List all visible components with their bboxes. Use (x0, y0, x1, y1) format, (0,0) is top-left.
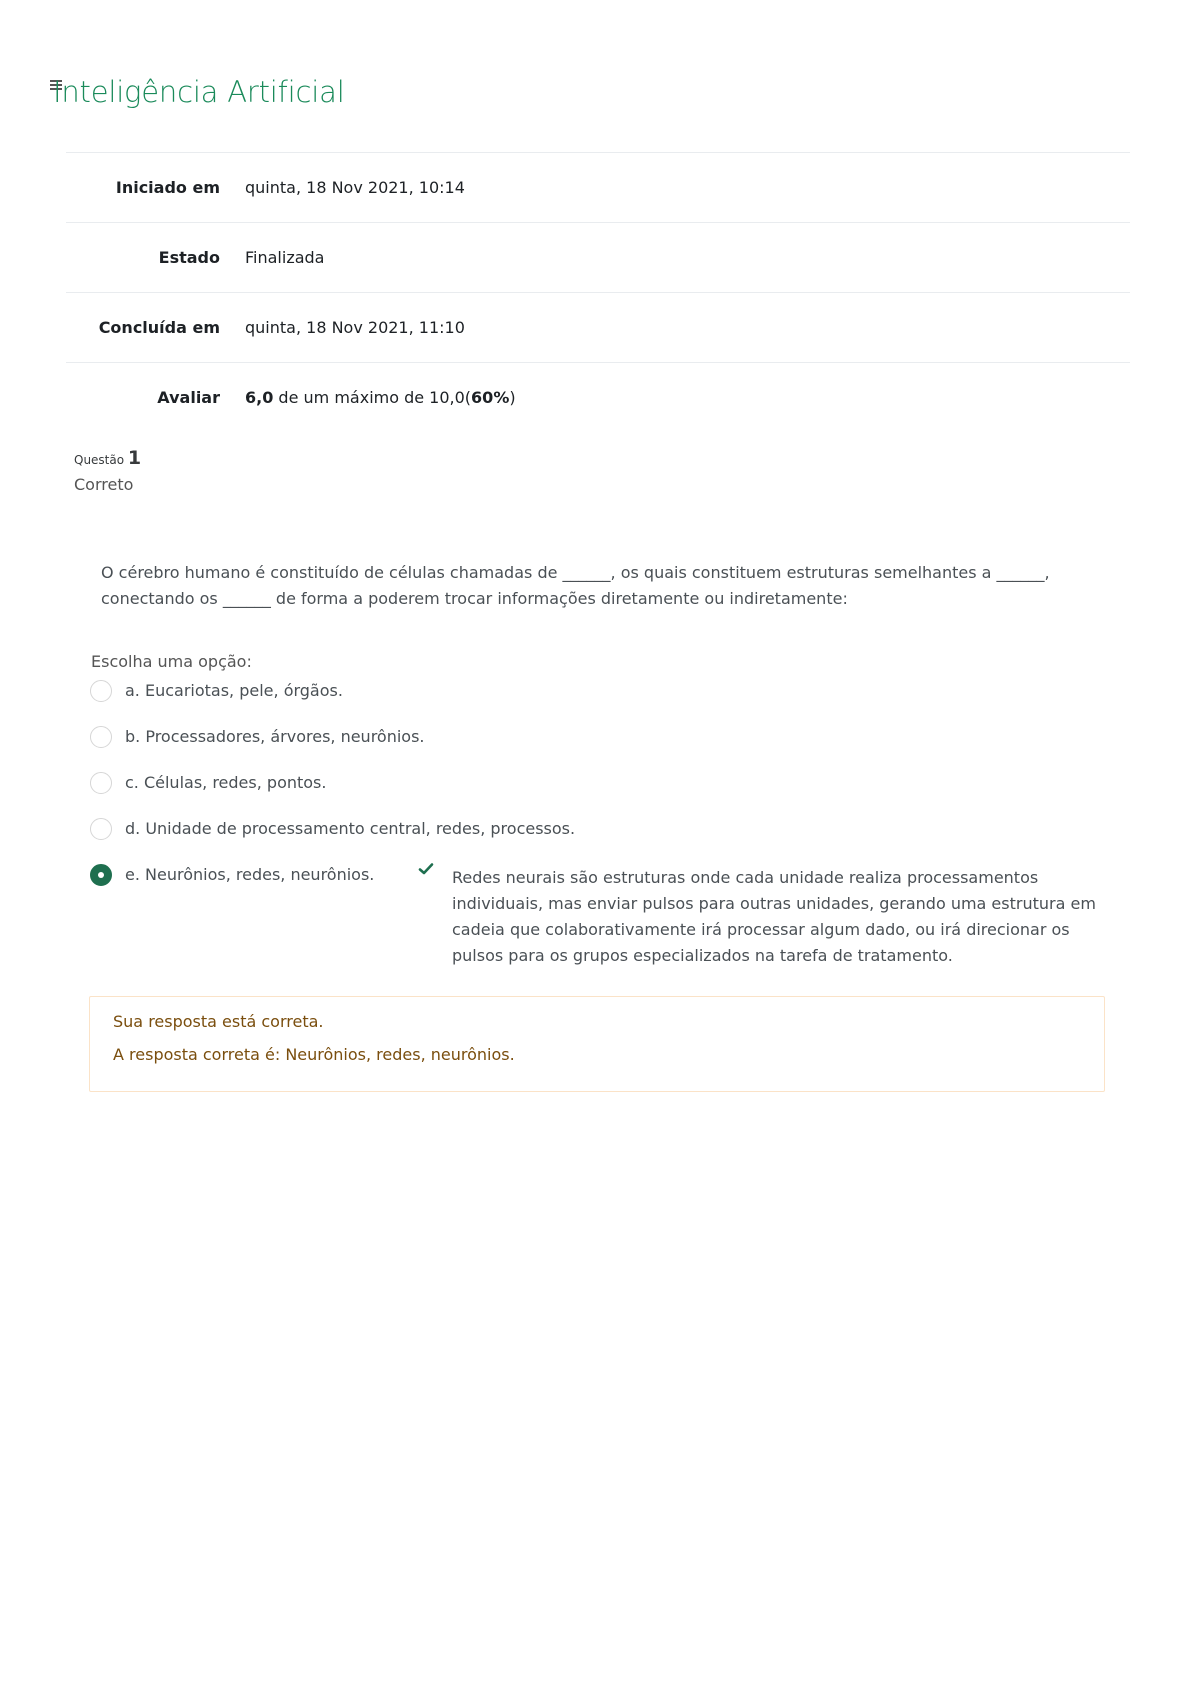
outcome-right-answer: A resposta correta é: Neurônios, redes, neurônios. (113, 1045, 515, 1064)
summary-value: quinta, 18 Nov 2021, 10:14 (245, 178, 465, 197)
radio-button[interactable] (90, 726, 112, 748)
grade-percent: 60% (471, 388, 510, 407)
answer-prompt: Escolha uma opção: (91, 652, 252, 671)
question-state: Correto (74, 475, 134, 494)
summary-label: Estado (158, 248, 220, 267)
summary-value: Finalizada (245, 248, 325, 267)
summary-row-state (66, 222, 1130, 292)
radio-button[interactable] (90, 818, 112, 840)
summary-label: Iniciado em (115, 178, 220, 197)
option-d[interactable] (90, 815, 1110, 861)
grade-end: ) (509, 388, 516, 407)
question-number (74, 447, 141, 469)
option-a[interactable] (90, 677, 1110, 723)
option-label: b. Processadores, árvores, neurônios. (125, 727, 425, 746)
question-info (74, 447, 141, 494)
question-number-value: 1 (127, 447, 142, 469)
outcome-status: Sua resposta está correta. (113, 1012, 324, 1031)
radio-button[interactable] (90, 772, 112, 794)
option-b[interactable] (90, 723, 1110, 769)
option-label: a. Eucariotas, pele, órgãos. (125, 681, 343, 700)
summary-value: quinta, 18 Nov 2021, 11:10 (245, 318, 465, 337)
radio-button[interactable] (90, 680, 112, 702)
option-label: d. Unidade de processamento central, redes, processos. (125, 819, 576, 838)
page-title: Inteligência Artificial (53, 75, 345, 109)
option-label: e. Neurônios, redes, neurônios. (125, 865, 375, 884)
option-e[interactable] (90, 861, 1110, 965)
option-label: c. Células, redes, pontos. (125, 773, 327, 792)
summary-label: Avaliar (157, 388, 220, 407)
outcome-box (89, 996, 1105, 1092)
check-icon (418, 861, 434, 877)
grade-value (245, 388, 516, 407)
summary-label: Concluída em (98, 318, 220, 337)
question-text: O cérebro humano é constituído de células chamadas de ______, os quais constituem estruturas semelhantes a ______, conectando os ______ de forma a poderem trocar informações diretamente ou indiretamente: (101, 563, 1050, 608)
attempt-summary (66, 152, 1130, 432)
option-c[interactable] (90, 769, 1110, 815)
grade-score: 6,0 (245, 388, 274, 407)
grade-middle: de um máximo de 10,0( (273, 388, 472, 407)
summary-row-completed (66, 292, 1130, 362)
option-feedback: Redes neurais são estruturas onde cada unidade realiza processamentos individuais, mas enviar pulsos para outras unidades, gerando uma estrutura em cadeia que colaborativamente irá processar algum dado, ou irá direcionar os pulsos para os grupos especializados na tarefa de tratamento. (452, 868, 1096, 965)
summary-row-grade (66, 362, 1130, 432)
answer-options (90, 677, 1110, 965)
question-number-label: Questão (74, 453, 125, 467)
radio-button-selected[interactable] (90, 864, 112, 886)
summary-row-started (66, 152, 1130, 222)
